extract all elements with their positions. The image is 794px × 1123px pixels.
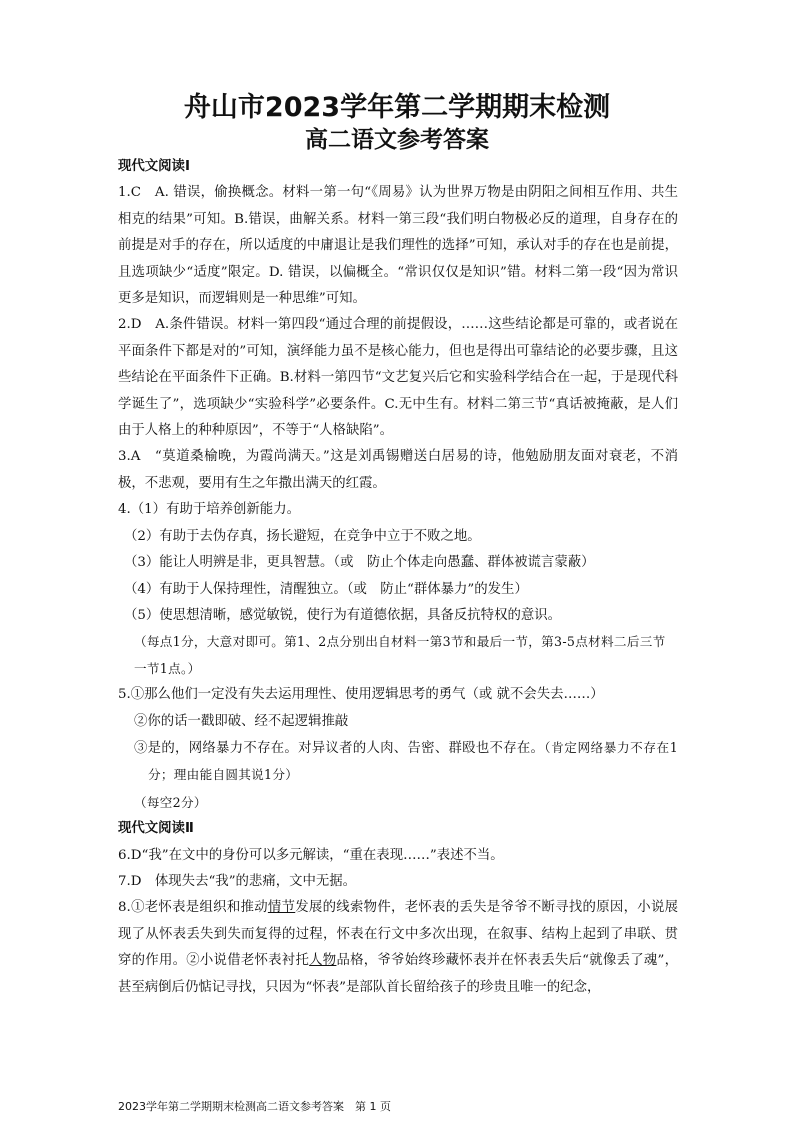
answer-q4-item: （4）有助于人保持理性，清醒独立。（或 防止“群体暴力”的发生） <box>124 581 528 597</box>
answer-q8-part: 发展的线索物件，老怀表的丢失是爷爷不断寻找的原因，小说展现了从怀表丢失到失而复得的过程，怀表在行文中多次出现，在叙事、结构上起到了串联、贯穿的作用。②小说借老怀表衬托 <box>118 900 679 969</box>
answer-q5-item: 5.①那么他们一定没有失去运用理性、使用逻辑思考的勇气（或 就不会失去……） <box>118 687 604 703</box>
answer-q6: 6.D“我”在文中的身份可以多元解读，“重在表现……”表述不当。 <box>118 847 504 863</box>
answer-q8 <box>118 895 678 1001</box>
answer-q2: 2.D A.条件错误。材料一第四段“通过合理的前提假设，……这些结论都是可靠的，或者说在平面条件下都是对的”可知，演绎能力虽不是核心能力，但也是得出可靠结论的必要步骤，且这些结论在平面条件下正确。B.材料一第四节“文艺复兴后它和实验科学结合在一起，于是现代科学诞生了”，选项缺少“实验科学”必要条件。C.无中生有。材料二第三节“真话被掩蔽，是人们由于人格上的种种原因”，不等于“人格缺陷”。 <box>118 317 678 439</box>
answer-q5-scoring-note: （每空2分） <box>134 794 207 810</box>
answer-q1: 1.C A. 错误，偷换概念。材料一第一句“《周易》认为世界万物是由阴阳之间相互作用、共生相克的结果”可知。B.错误，曲解关系。材料一第三段“我们明白物极必反的道理，自身存在的前提是对手的存在，所以适度的中庸退让是我们理性的选择”可知，承认对手的存在也是前提，且选项缺少“适度”限定。D. 错误，以偏概全。“常识仅仅是知识”错。材料二第一段“因为常识更多是知识，而逻辑则是一种思维”可知。 <box>118 185 678 307</box>
page-subtitle: 高二语文参考答案 <box>305 127 489 153</box>
answer-q3: 3.A “莫道桑榆晚，为霞尚满天。”这是刘禹锡赠送白居易的诗，他勉励朋友面对衰老，不消极，不悲观，要用有生之年撒出满天的红霞。 <box>118 449 678 491</box>
answer-q8-part: 品格，爷爷始终珍藏怀表并在怀表丢失后“就像丢了魂”，甚至病倒后仍惦记寻找，只因为“怀表”是部队首长留给孩子的珍贵且唯一的纪念， <box>118 953 679 995</box>
answer-q5-item: ②你的话一戳即破、经不起逻辑推敲 <box>134 713 349 729</box>
underlined-term: 人物 <box>309 953 337 969</box>
answer-q8-part: 8.①老怀表是组织和推动 <box>118 900 268 916</box>
answer-q4-item: （3）能让人明辨是非，更具智慧。（或 防止个体走向愚蠢、群体被谎言蒙蔽） <box>124 555 595 571</box>
page-title: 舟山市2023学年第二学期期末检测 <box>183 92 611 123</box>
answer-q4-scoring-note: （每点1分，大意对即可。第1、2点分别出自材料一第3节和最后一节，第3-5点材料二后三节一节1点。） <box>134 634 666 676</box>
section-heading-reading-1: 现代文阅读Ⅰ <box>118 159 190 174</box>
answer-q7: 7.D 体现失去“我”的悲痛，文中无据。 <box>118 873 357 889</box>
answer-body <box>118 154 678 1001</box>
page-footer: 2023学年第二学期期末检测高二语文参考答案 第 1 页 <box>118 1100 391 1113</box>
section-heading-reading-2: 现代文阅读Ⅱ <box>118 821 194 837</box>
answer-q4-item: 4.（1）有助于培养创新能力。 <box>118 502 300 518</box>
answer-q4-item: （5）使思想清晰，感觉敏锐，使行为有道德依据，具备反抗特权的意识。 <box>124 607 562 623</box>
answer-q5-item-3-text: ③是的，网络暴力不存在。对异议者的人肉、告密、群殴也不存在。 <box>134 740 545 756</box>
answer-q4-item: （2）有助于去伪存真，扬长避短，在竞争中立于不败之地。 <box>124 528 481 544</box>
answer-q5-item-3-note: （肯定网络暴力不存在1分；理由能自圆其说1分） <box>148 739 679 783</box>
underlined-term: 情节 <box>267 900 296 916</box>
answer-q5-item-3 <box>118 735 678 790</box>
